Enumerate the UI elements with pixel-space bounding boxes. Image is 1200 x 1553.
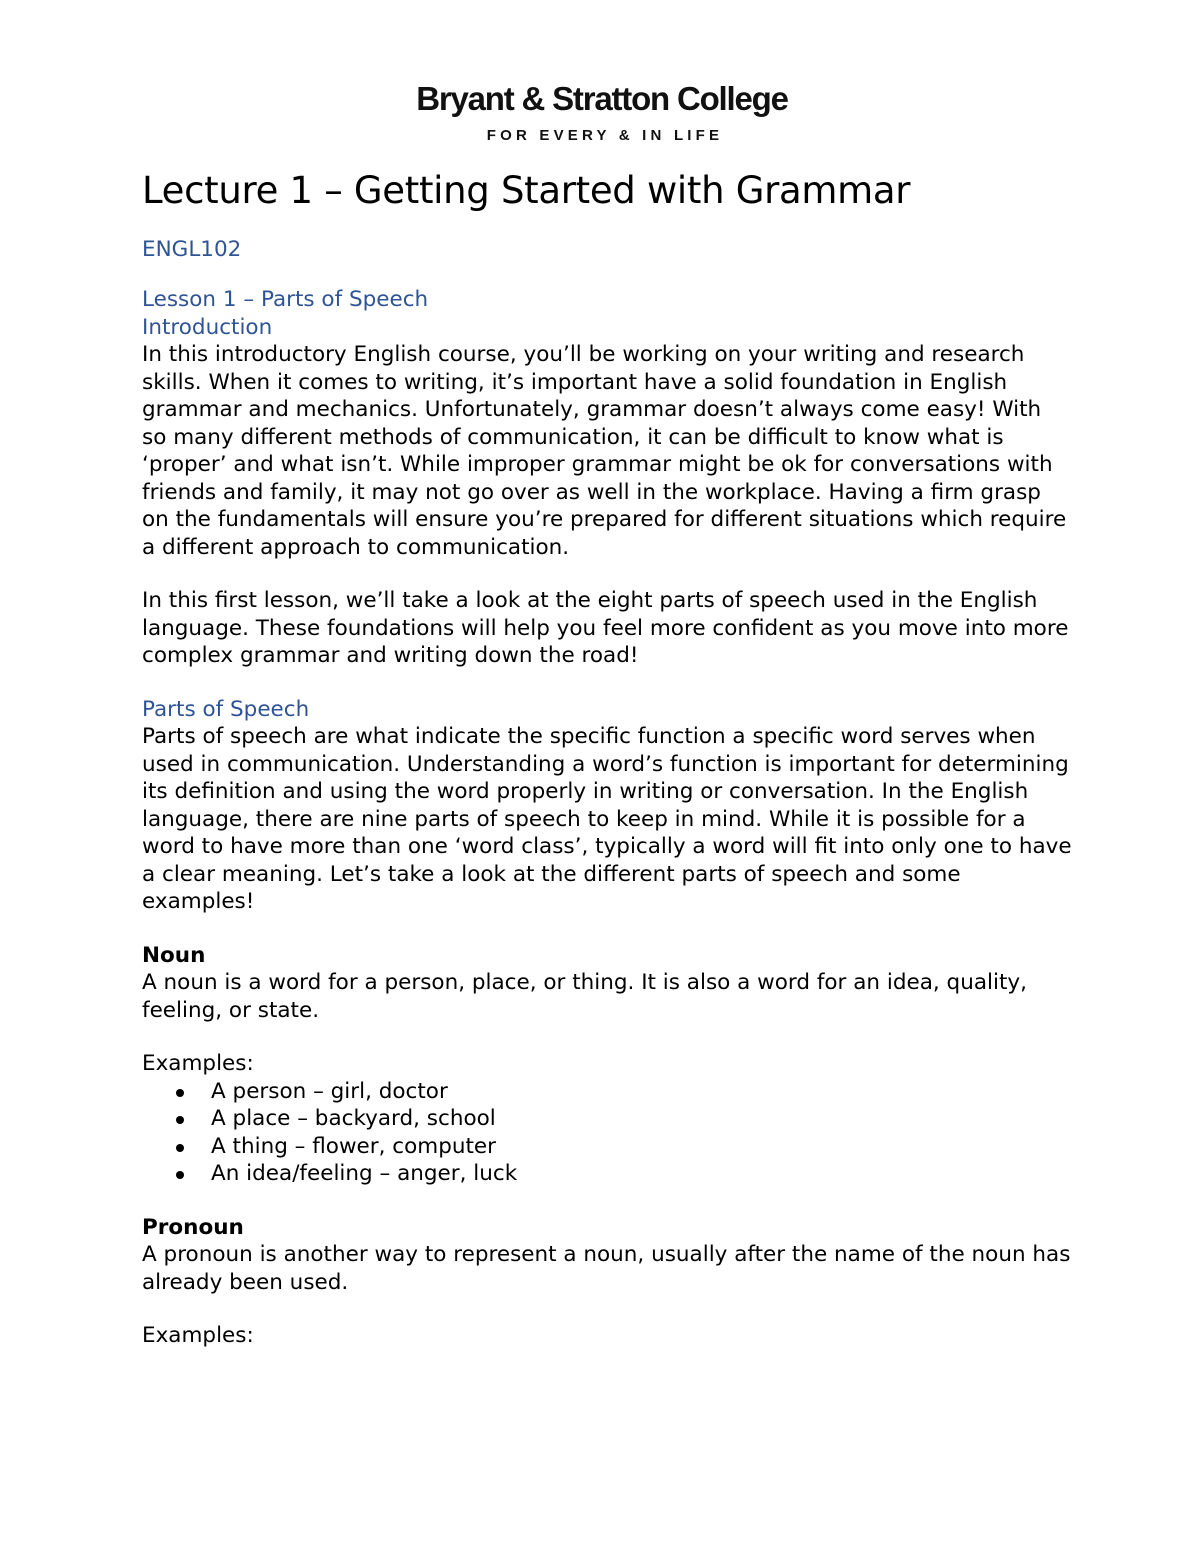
noun-definition: A noun is a word for a person, place, or thing. It is also a word for an idea, quality, feeling, or state. [142, 970, 1027, 1023]
pronoun-heading: Pronoun [142, 1214, 244, 1240]
bullet-icon [176, 1171, 184, 1179]
course-code: ENGL102 [142, 237, 242, 262]
lesson-heading: Lesson 1 – Parts of Speech [142, 287, 429, 312]
document-content [142, 168, 1072, 1350]
list-item [142, 1160, 1072, 1188]
list-item-text: A place – backyard, school [211, 1106, 496, 1131]
list-item [142, 1133, 1072, 1161]
parts-of-speech-paragraph: Parts of speech are what indicate the specific function a specific word serves when used in communication. Understanding a word’s function is important for determining its definition and using the word properly in writing or conversation. In the English language, there are nine parts of speech to keep in mind. While it is possible for a word to have more than one ‘word class’, typically a word will fit into only one to have a clear meaning. Let’s take a look at the different parts of speech and some examples! [142, 724, 1072, 914]
college-name: Bryant & Stratton College [416, 80, 788, 117]
page-title: Lecture 1 – Getting Started with Grammar [142, 169, 911, 212]
noun-heading: Noun [142, 942, 206, 968]
list-item [142, 1078, 1072, 1106]
list-item-text: A thing – flower, computer [211, 1133, 496, 1159]
pronoun-examples-label: Examples: [142, 1323, 254, 1348]
list-item-text: An idea/feeling – anger, luck [211, 1161, 518, 1186]
parts-of-speech-heading: Parts of Speech [142, 696, 310, 722]
list-item-text: A person – girl, doctor [211, 1078, 448, 1104]
bullet-icon [176, 1144, 184, 1152]
intro-heading: Introduction [142, 314, 273, 340]
intro-paragraph-2: In this first lesson, we’ll take a look at the eight parts of speech used in the English language. These foundations will help you feel more confident as you move into more complex grammar and writing down the road! [142, 588, 1069, 668]
noun-examples-list [142, 1078, 1072, 1188]
noun-examples-label: Examples: [142, 1051, 254, 1076]
bullet-icon [176, 1116, 184, 1124]
intro-paragraph: In this introductory English course, you’ll be working on your writing and research skills. When it comes to writing, it’s important have a solid foundation in English grammar and mechanics. Unfortunately, grammar doesn’t always come easy! With so many different methods of communication, it can be difficult to know what is ‘proper’ and what isn’t. While improper grammar might be ok for conversations with friends and family, it may not go over as well in the workplace. Having a firm grasp on the fundamentals will ensure you’re prepared for different situations which require a different approach to communication. [142, 342, 1067, 560]
college-logo [396, 80, 808, 146]
college-tagline: FOR EVERY & IN LIFE [486, 127, 724, 144]
list-item [142, 1105, 1072, 1133]
pronoun-definition: A pronoun is another way to represent a noun, usually after the name of the noun has already been used. [142, 1242, 1071, 1295]
bullet-icon [176, 1089, 184, 1097]
